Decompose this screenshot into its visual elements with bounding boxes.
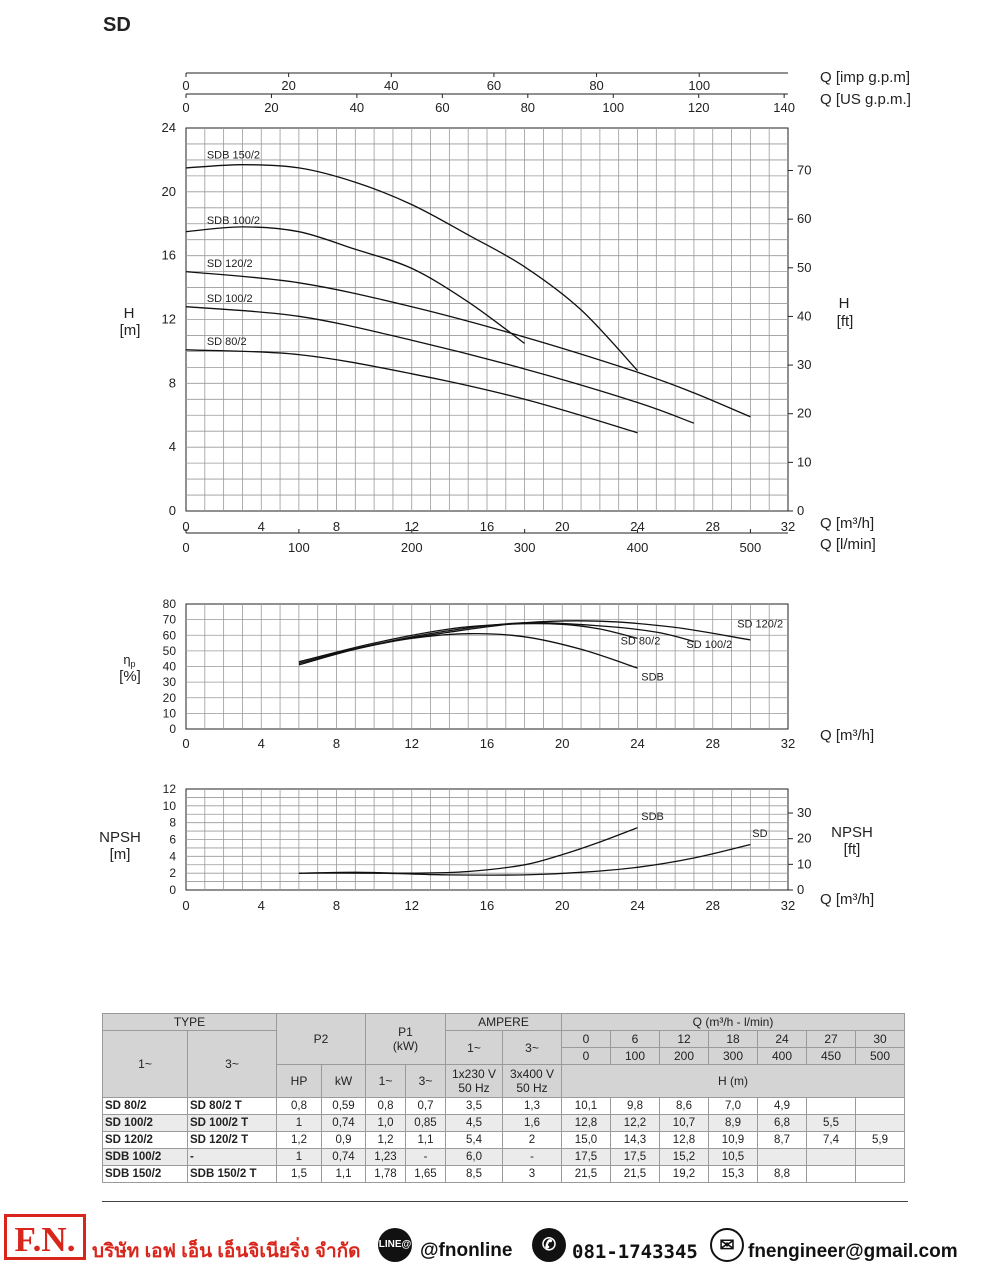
x-tick-label: 16 — [479, 519, 495, 534]
x-axis-label: Q [l/min] — [820, 536, 876, 553]
table-cell: 1,78 — [366, 1166, 406, 1183]
y-axis-label: [m] — [109, 846, 131, 863]
table-cell: 9,8 — [611, 1098, 660, 1115]
table-cell: 10,9 — [709, 1132, 758, 1149]
table-cell: SD 100/2 — [103, 1115, 188, 1132]
phase3-header: 3~ — [188, 1031, 277, 1098]
table-cell: - — [188, 1149, 277, 1166]
table-cell: SDB 150/2 T — [188, 1166, 277, 1183]
table-cell: 5,5 — [807, 1115, 856, 1132]
x-tick-label: 300 — [513, 540, 536, 555]
y-right-tick-label: 10 — [797, 856, 812, 872]
y-tick-label: 60 — [162, 628, 176, 643]
x-tick-label: 20 — [555, 736, 570, 751]
series-label: SD 120/2 — [206, 257, 253, 270]
table-cell: 0,74 — [322, 1115, 366, 1132]
table-cell: - — [406, 1149, 446, 1166]
q-lmin-cell: 0 — [562, 1048, 611, 1065]
table-cell: 6,0 — [446, 1149, 503, 1166]
series-label: SDB 150/2 — [206, 149, 261, 162]
table-cell — [856, 1149, 905, 1166]
table-cell: 1,5 — [277, 1166, 322, 1183]
table-cell: - — [503, 1149, 562, 1166]
q-m3h-cell: 27 — [807, 1031, 856, 1048]
x-axis-label: Q [m³/h] — [820, 727, 875, 744]
table-row — [103, 1132, 905, 1149]
table-cell: 12,8 — [660, 1132, 709, 1149]
y-tick-label: 8 — [169, 815, 176, 830]
q-m3h-cell: 12 — [660, 1031, 709, 1048]
table-cell — [807, 1166, 856, 1183]
kw-header: kW — [322, 1065, 366, 1098]
y-tick-label: 12 — [162, 782, 176, 796]
q-lmin-cell: 450 — [807, 1048, 856, 1065]
table-cell: 1,3 — [503, 1098, 562, 1115]
q-m3h-cell: 6 — [611, 1031, 660, 1048]
table-cell: 15,0 — [562, 1132, 611, 1149]
table-cell: 21,5 — [611, 1166, 660, 1183]
table-cell: 4,5 — [446, 1115, 503, 1132]
x-tick-label: 32 — [780, 736, 796, 751]
y-tick-label: 0 — [168, 503, 176, 518]
q-lmin-cell: 100 — [611, 1048, 660, 1065]
table-cell: 1,65 — [406, 1166, 446, 1183]
table-cell: 0,85 — [406, 1115, 446, 1132]
x-tick-label: 8 — [332, 736, 341, 751]
x-axis-label: Q [m³/h] — [820, 891, 875, 908]
x-top-tick-label: 140 — [773, 100, 796, 115]
y-tick-label: 40 — [162, 659, 176, 674]
table-cell — [807, 1098, 856, 1115]
x-tick-label: 4 — [257, 898, 265, 913]
table-cell — [856, 1098, 905, 1115]
email-address[interactable]: fnengineer@gmail.com — [748, 1241, 958, 1262]
y-right-tick-label: 0 — [797, 882, 805, 897]
table-cell: 1 — [277, 1115, 322, 1132]
y-tick-label: 16 — [161, 247, 176, 263]
table-cell: 3,5 — [446, 1098, 503, 1115]
q-m3h-cell: 30 — [856, 1031, 905, 1048]
table-cell: SDB 100/2 — [103, 1149, 188, 1166]
x-tick-label: 4 — [257, 519, 265, 534]
ampere-phase1: 1~ — [446, 1031, 503, 1065]
y-right-tick-label: 70 — [797, 162, 812, 178]
h-header: H (m) — [562, 1065, 905, 1098]
table-cell: 1,2 — [366, 1132, 406, 1149]
table-cell: 7,0 — [709, 1098, 758, 1115]
x-tick-label: 16 — [479, 736, 495, 751]
type-header: TYPE — [103, 1014, 277, 1031]
x-top-tick-label: 60 — [486, 78, 502, 93]
x-top-tick-label: 0 — [182, 78, 190, 93]
series-label: SDB — [641, 671, 664, 684]
q-m3h-cell: 24 — [758, 1031, 807, 1048]
table-cell: SD 80/2 T — [188, 1098, 277, 1115]
table-cell: 1,2 — [277, 1132, 322, 1149]
y-tick-label: 24 — [161, 120, 176, 135]
y-tick-label: 50 — [162, 643, 176, 658]
y-tick-label: 20 — [161, 183, 176, 199]
table-cell — [856, 1166, 905, 1183]
x-top-tick-label: 80 — [520, 100, 536, 115]
y-tick-label: 4 — [168, 439, 176, 455]
table-cell: SDB 150/2 — [103, 1166, 188, 1183]
table-cell: 10,7 — [660, 1115, 709, 1132]
table-cell: SD 120/2 — [103, 1132, 188, 1149]
line-id[interactable]: @fnonline — [420, 1240, 513, 1261]
table-row — [103, 1098, 905, 1115]
series-label: SD 80/2 — [620, 635, 661, 648]
table-cell: 5,9 — [856, 1132, 905, 1149]
table-cell: 12,8 — [562, 1115, 611, 1132]
table-cell: 8,5 — [446, 1166, 503, 1183]
table-cell: 6,8 — [758, 1115, 807, 1132]
x-top-tick-label: 0 — [182, 100, 190, 115]
y-tick-label: 0 — [169, 883, 176, 897]
line-icon: LINE@ — [378, 1228, 412, 1262]
table-cell: 8,6 — [660, 1098, 709, 1115]
y-right-tick-label: 20 — [797, 830, 812, 846]
series-label: SD 100/2 — [686, 638, 733, 651]
table-row — [103, 1166, 905, 1183]
y-tick-label: 6 — [169, 832, 176, 847]
y-right-tick-label: 20 — [797, 405, 812, 421]
table-cell — [758, 1149, 807, 1166]
y-axis-label: η — [123, 652, 131, 667]
y-axis-label: NPSH — [99, 829, 141, 846]
q-header: Q (m³/h - l/min) — [562, 1014, 905, 1031]
x-tick-label: 16 — [479, 898, 495, 913]
series-label: SD 100/2 — [206, 292, 253, 305]
table-cell: 2 — [503, 1132, 562, 1149]
q-m3h-cell: 18 — [709, 1031, 758, 1048]
y-right-tick-label: 60 — [797, 211, 812, 227]
y-tick-label: 20 — [162, 690, 176, 705]
y-tick-label: 12 — [161, 311, 176, 327]
y-right-tick-label: 40 — [797, 308, 812, 324]
volt1-header: 1x230 V 50 Hz — [446, 1065, 503, 1098]
y-right-tick-label: 10 — [797, 454, 812, 470]
table-row — [103, 1149, 905, 1166]
y-tick-label: 8 — [168, 375, 176, 391]
mail-icon: ✉ — [710, 1228, 744, 1262]
divider — [102, 1201, 908, 1202]
y-right-axis-label: [ft] — [836, 313, 854, 330]
x-top-tick-label: 40 — [349, 100, 365, 115]
y-right-tick-label: 30 — [797, 805, 812, 821]
y-right-axis-label: [ft] — [843, 841, 861, 858]
x-tick-label: 12 — [404, 736, 419, 751]
x-tick-label: 28 — [705, 898, 720, 913]
x-tick-label: 8 — [332, 898, 341, 913]
x-tick-label: 400 — [626, 540, 649, 555]
spec-table — [102, 1013, 905, 1183]
footer — [0, 1210, 1000, 1270]
table-cell: 1,0 — [366, 1115, 406, 1132]
p1-header: P1 (kW) — [366, 1014, 446, 1065]
p1-phase1: 1~ — [366, 1065, 406, 1098]
series-label: SDB 100/2 — [206, 214, 261, 227]
series-line-head — [186, 307, 694, 424]
table-cell: 0,8 — [366, 1098, 406, 1115]
x-tick-label: 32 — [780, 519, 796, 534]
x-tick-label: 0 — [182, 540, 190, 555]
hp-header: HP — [277, 1065, 322, 1098]
x-top-axis-label: Q [US g.p.m.] — [820, 91, 911, 108]
table-cell: 0,8 — [277, 1098, 322, 1115]
table-cell: 12,2 — [611, 1115, 660, 1132]
x-top-tick-label: 120 — [687, 100, 710, 115]
table-cell: 0,9 — [322, 1132, 366, 1149]
y-right-tick-label: 30 — [797, 357, 812, 373]
x-top-tick-label: 40 — [384, 78, 399, 93]
phase1-header: 1~ — [103, 1031, 188, 1098]
table-cell: 10,1 — [562, 1098, 611, 1115]
x-top-tick-label: 20 — [281, 78, 296, 93]
y-axis-label-sub: p — [130, 659, 136, 669]
table-cell: 8,9 — [709, 1115, 758, 1132]
y-right-tick-label: 0 — [797, 503, 805, 518]
q-lmin-cell: 300 — [709, 1048, 758, 1065]
table-cell: 0,59 — [322, 1098, 366, 1115]
q-lmin-cell: 200 — [660, 1048, 709, 1065]
x-tick-label: 12 — [404, 898, 419, 913]
table-cell: 1,1 — [406, 1132, 446, 1149]
x-tick-label: 28 — [705, 519, 720, 534]
volt3-header: 3x400 V 50 Hz — [503, 1065, 562, 1098]
ampere-header: AMPERE — [446, 1014, 562, 1031]
company-name: บริษัท เอฟ เอ็น เอ็นจิเนียริ่ง จำกัด — [92, 1241, 361, 1262]
x-tick-label: 200 — [400, 540, 423, 555]
table-cell: 17,5 — [562, 1149, 611, 1166]
table-cell: 1,23 — [366, 1149, 406, 1166]
table-cell — [807, 1149, 856, 1166]
table-cell: 1,6 — [503, 1115, 562, 1132]
q-lmin-cell: 400 — [758, 1048, 807, 1065]
x-tick-label: 0 — [182, 736, 190, 751]
y-right-axis-label: NPSH — [831, 824, 873, 841]
y-right-tick-label: 50 — [797, 259, 812, 275]
series-label: SD — [752, 827, 768, 840]
x-top-tick-label: 100 — [688, 78, 711, 93]
series-label: SD 120/2 — [737, 618, 784, 631]
x-tick-label: 100 — [288, 540, 310, 555]
ampere-phase3: 3~ — [503, 1031, 562, 1065]
page-title: SD — [103, 14, 131, 36]
table-cell — [856, 1115, 905, 1132]
y-tick-label: 0 — [169, 722, 176, 736]
table-cell: 8,7 — [758, 1132, 807, 1149]
x-top-tick-label: 20 — [264, 100, 279, 115]
y-tick-label: 4 — [169, 849, 176, 864]
table-cell: 14,3 — [611, 1132, 660, 1149]
table-cell: 8,8 — [758, 1166, 807, 1183]
y-axis-label: H — [123, 305, 135, 322]
x-tick-label: 500 — [739, 540, 762, 555]
x-tick-label: 24 — [630, 898, 645, 913]
series-label: SD 80/2 — [206, 336, 247, 349]
x-tick-label: 24 — [630, 736, 645, 751]
y-tick-label: 70 — [162, 612, 176, 627]
table-cell: SD 100/2 T — [188, 1115, 277, 1132]
spec-table-body — [103, 1098, 905, 1183]
p1-phase3: 3~ — [406, 1065, 446, 1098]
q-m3h-cell: 0 — [562, 1031, 611, 1048]
table-cell: SD 120/2 T — [188, 1132, 277, 1149]
table-cell: 1 — [277, 1149, 322, 1166]
y-axis-label: [m] — [119, 322, 141, 339]
y-axis-label: [%] — [119, 668, 141, 685]
x-tick-label: 20 — [555, 519, 570, 534]
phone-number[interactable]: 081-1743345 — [572, 1241, 698, 1263]
x-tick-label: 24 — [630, 519, 645, 534]
phone-icon: ✆ — [532, 1228, 566, 1262]
x-tick-label: 20 — [555, 898, 570, 913]
table-cell: SD 80/2 — [103, 1098, 188, 1115]
x-tick-label: 12 — [404, 519, 419, 534]
series-label: SDB — [641, 811, 664, 824]
table-cell: 3 — [503, 1166, 562, 1183]
table-cell: 0,74 — [322, 1149, 366, 1166]
x-top-axis-label: Q [imp g.p.m] — [820, 69, 911, 86]
x-tick-label: 0 — [182, 898, 190, 913]
p2-header: P2 — [277, 1014, 366, 1065]
x-tick-label: 28 — [705, 736, 720, 751]
table-cell: 7,4 — [807, 1132, 856, 1149]
x-tick-label: 4 — [257, 736, 265, 751]
table-cell: 0,7 — [406, 1098, 446, 1115]
table-cell: 21,5 — [562, 1166, 611, 1183]
company-logo: F.N. — [4, 1214, 86, 1260]
table-cell: 17,5 — [611, 1149, 660, 1166]
q-lmin-cell: 500 — [856, 1048, 905, 1065]
x-tick-label: 32 — [780, 898, 796, 913]
y-tick-label: 30 — [162, 675, 176, 690]
table-cell: 15,3 — [709, 1166, 758, 1183]
x-top-tick-label: 80 — [589, 78, 604, 93]
x-top-tick-label: 100 — [602, 100, 625, 115]
y-tick-label: 10 — [162, 798, 176, 813]
x-tick-label: 0 — [182, 519, 190, 534]
y-tick-label: 10 — [162, 706, 176, 721]
table-row — [103, 1115, 905, 1132]
y-tick-label: 2 — [169, 866, 176, 881]
table-cell: 5,4 — [446, 1132, 503, 1149]
y-right-axis-label: H — [838, 295, 850, 312]
table-cell: 4,9 — [758, 1098, 807, 1115]
x-axis-label: Q [m³/h] — [820, 515, 875, 532]
table-cell: 15,2 — [660, 1149, 709, 1166]
table-cell: 19,2 — [660, 1166, 709, 1183]
table-cell: 1,1 — [322, 1166, 366, 1183]
x-tick-label: 8 — [332, 519, 341, 534]
y-tick-label: 80 — [162, 597, 176, 611]
table-cell: 10,5 — [709, 1149, 758, 1166]
x-top-tick-label: 60 — [435, 100, 450, 115]
